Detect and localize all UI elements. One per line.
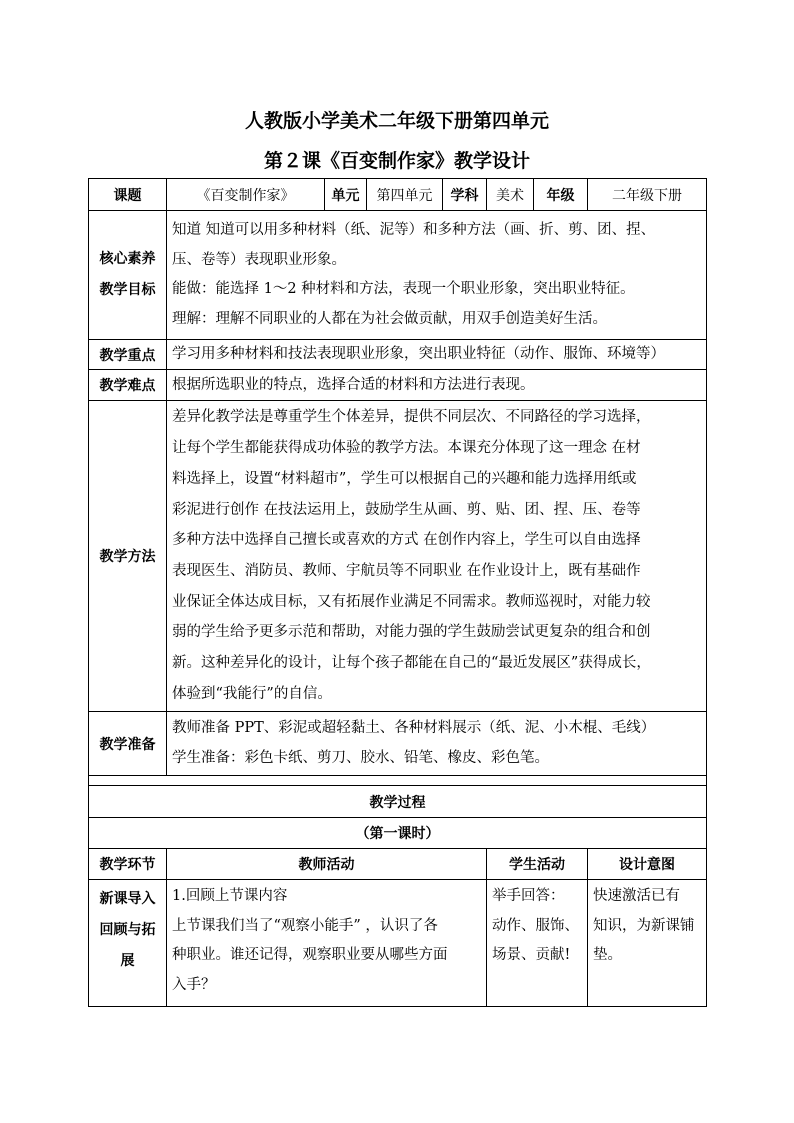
method-line: 体验到“我能行”的自信。 (172, 685, 332, 702)
teacher-line: 1.回顾上节课内容 (172, 888, 288, 904)
col-student: 学生活动 (487, 849, 588, 880)
difficulty-row (89, 370, 707, 401)
goal-line: 理解：理解不同职业的人都在为社会做贡献，用双手创造美好生活。 (172, 310, 607, 327)
design-intent (588, 880, 707, 1007)
goals-label-line2: 教学目标 (99, 282, 156, 298)
goals-label (89, 211, 167, 340)
preparation-row (89, 712, 707, 776)
goal-line: 知道 知道可以用多种材料（纸、泥等）和多种方法（画、折、剪、团、捏、 (172, 222, 656, 238)
grade-value: 二年级下册 (588, 179, 707, 211)
difficulty-label: 教学难点 (89, 370, 167, 401)
key-point-text: 学习用多种材料和技法表现职业形象，突出职业特征（动作、服饰、环境等） (167, 340, 707, 370)
method-label: 教学方法 (89, 401, 167, 712)
process-header-row (89, 786, 707, 818)
student-line: 场景、贡献! (492, 947, 571, 963)
method-line: 新。这种差异化的设计，让每个孩子都能在自己的“最近发展区”获得成长， (172, 655, 651, 672)
lesson-header-row (89, 818, 707, 849)
student-preparation: 学生准备：彩色卡纸、剪刀、胶水、铅笔、橡皮、彩色笔。 (172, 749, 549, 766)
grade-label: 年级 (534, 179, 588, 211)
blank-cell (89, 776, 707, 786)
process-columns-row (89, 849, 707, 880)
goals-row (89, 211, 707, 340)
intent-line: 垫。 (593, 947, 622, 963)
col-stage: 教学环节 (89, 849, 167, 880)
method-line: 弱的学生给予更多示范和帮助，对能力强的学生鼓励尝试更复杂的组合和创 (172, 624, 651, 641)
col-teacher: 教师活动 (167, 849, 487, 880)
goals-label-line1: 核心素养 (99, 251, 156, 267)
teacher-preparation: 教师准备 PPT、彩泥或超轻黏土、各种材料展示（纸、泥、小木棍、毛线） (172, 720, 656, 736)
col-intent: 设计意图 (588, 849, 707, 880)
goals-content (167, 211, 707, 340)
method-line: 料选择上，设置“材料超市”，学生可以根据自己的兴趣和能力选择用纸或 (172, 470, 637, 487)
method-line: 差异化教学法是尊重学生个体差异，提供不同层次、不同路径的学习选择， (172, 409, 651, 426)
stage-line: 展 (120, 953, 135, 969)
stage-line: 回顾与拓 (99, 922, 156, 938)
method-line: 让每个学生都能获得成功体验的教学方法。本课充分体现了这一理念 在材 (172, 440, 641, 457)
lesson-title: 第２课《百变制作家》教学设计 (263, 150, 530, 172)
teacher-line: 种职业。谁还记得，观察职业要从哪些方面 (172, 947, 448, 963)
method-line: 多种方法中选择自己擅长或喜欢的方式 在创作内容上，学生可以自由选择 (172, 532, 641, 549)
info-row (89, 179, 707, 211)
goal-line: 压、卷等）表现职业形象。 (172, 251, 346, 268)
process-row (89, 880, 707, 1007)
teacher-line: 入手？ (172, 976, 216, 993)
teacher-activity (167, 880, 487, 1007)
teacher-line: 上节课我们当了“观察小能手” ，认识了各 (172, 917, 438, 934)
stage-cell (89, 880, 167, 1007)
difficulty-text: 根据所选职业的特点，选择合适的材料和方法进行表现。 (167, 370, 707, 401)
stage-line: 新课导入 (99, 891, 156, 907)
lesson-plan-table (88, 178, 707, 1007)
document-title: 人教版小学美术二年级下册第四单元 (244, 110, 549, 132)
student-activity (487, 880, 588, 1007)
method-content (167, 401, 707, 712)
method-line: 业保证全体达成目标，又有拓展作业满足不同需求。教师巡视时，对能力较 (172, 593, 651, 610)
blank-row (89, 776, 707, 786)
method-line: 表现医生、消防员、教师、宇航员等不同职业 在作业设计上，既有基础作 (172, 563, 641, 579)
unit-value: 第四单元 (367, 179, 443, 211)
student-line: 举手回答： (492, 888, 565, 904)
subject-label: 学科 (443, 179, 487, 211)
preparation-content (167, 712, 707, 776)
lesson-period: （第一课时） (89, 818, 707, 849)
intent-line: 快速激活已有 (593, 888, 680, 904)
goal-line: 能做：能选择 1～2 种材料和方法，表现一个职业形象，突出职业特征。 (172, 281, 635, 297)
preparation-label: 教学准备 (89, 712, 167, 776)
student-line: 动作、服饰、 (492, 917, 579, 934)
topic-label: 课题 (89, 179, 167, 211)
method-line: 彩泥进行创作 在技法运用上，鼓励学生从画、剪、贴、团、捏、压、卷等 (172, 501, 641, 518)
topic-value: 《百变制作家》 (167, 179, 325, 211)
key-point-label: 教学重点 (89, 340, 167, 370)
intent-line: 知识，为新课铺 (593, 917, 695, 934)
key-point-row (89, 340, 707, 370)
process-header: 教学过程 (89, 786, 707, 818)
method-row (89, 401, 707, 712)
unit-label: 单元 (325, 179, 367, 211)
subject-value: 美术 (487, 179, 534, 211)
